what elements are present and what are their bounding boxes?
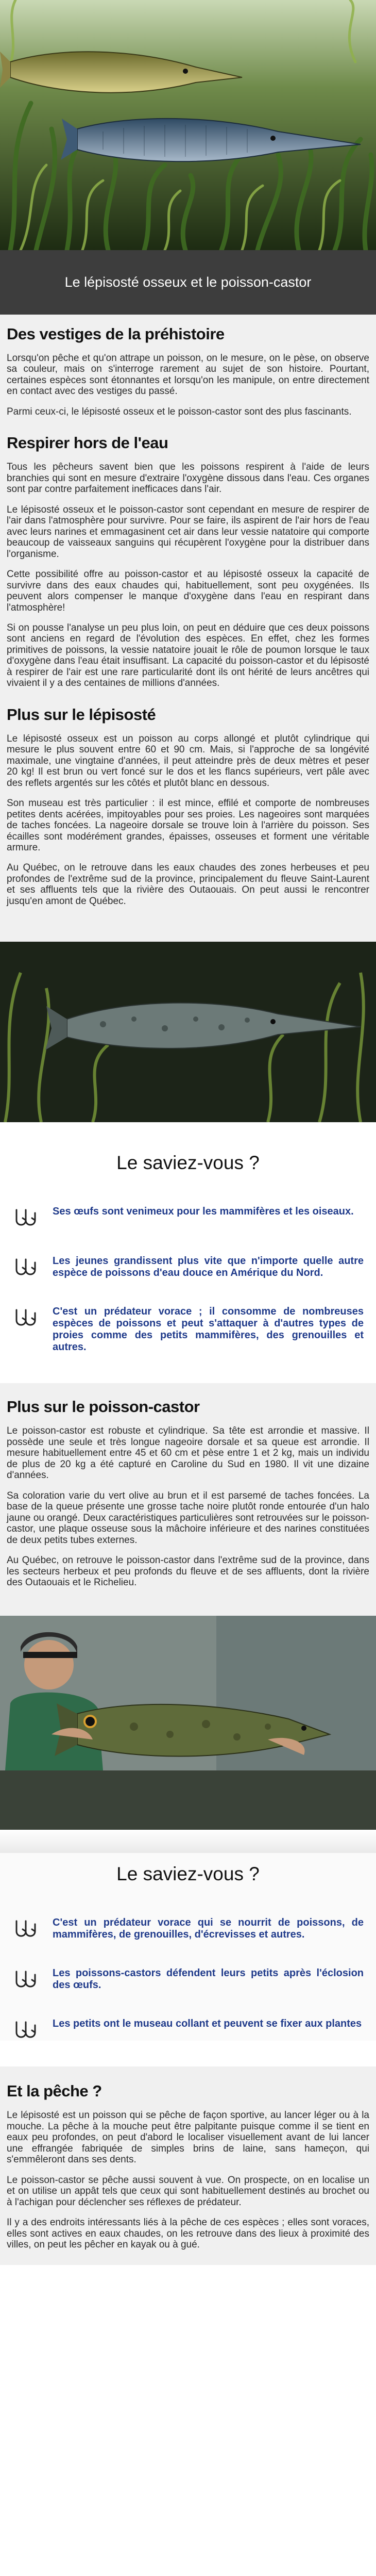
fact-item xyxy=(12,1967,364,1991)
fish-hook-icon xyxy=(12,1970,39,1990)
section-heading: Plus sur le lépisosté xyxy=(7,705,156,724)
fact-text: Les petits ont le museau collant et peuvent se fixer aux plantes xyxy=(53,2018,362,2030)
paragraph: Lorsqu'on pêche et qu'on attrape un poisson, on le mesure, on le pèse, on observe sa couleur, mais on s'interroge rarement au sujet de son histoire. Pourtant, certaines espèces sont étonnantes et lorsqu'on les manipule, on entre directement en contact avec des vestiges du passé. xyxy=(7,353,369,397)
paragraph: Cette possibilité offre au poisson-castor et au lépisosté osseux la capacité de survivre dans des eaux chaudes qui, habituellement, sont peu oxygénées. Ils peuvent alors compenser le manque d'oxygène dans l'eau en respirant dans l'atmosphère! xyxy=(7,569,369,613)
facts-heading: Le saviez-vous ? xyxy=(116,1152,260,1174)
fact-text: C'est un prédateur vorace ; il consomme de nombreuses espèces de poissons et peut s'attaquer à d'autres types de proies comme des petits mammifères, des grenouilles et autres. xyxy=(53,1306,364,1353)
fish-hook-icon xyxy=(12,2020,39,2041)
paragraph: Le poisson-castor se pêche aussi souvent à vue. On prospecte, on en localise un et on utilise un appât tels que ceux qui sont habituellement destinés au brochet ou à l'achigan pour déclencher ses réflexes de prédateur. xyxy=(7,2174,369,2208)
peche-block xyxy=(0,2066,376,2265)
section-heading: Plus sur le poisson-castor xyxy=(7,1398,200,1416)
fact-item xyxy=(12,1206,364,1228)
fact-text: Les jeunes grandissent plus vite que n'importe quelle autre espèce de poissons d'eau douce en Amérique du Nord. xyxy=(53,1255,364,1279)
fish-hook-icon xyxy=(12,1308,39,1328)
paragraph: Le poisson-castor est robuste et cylindrique. Sa tête est arrondie et massive. Il possède une seule et très longue nageoire dorsale et sa queue est arrondie. Il mesure habituellement entre 45 et 60 cm et pèse entre 1 et 2 kg, mais un individu de plus de 20 kg a été capturé en Caroline du Sud en 1980. Il vit une dizaine d'années. xyxy=(7,1425,369,1481)
section-divider xyxy=(0,1830,376,1853)
castor-block xyxy=(0,1383,376,1616)
paragraph: Au Québec, on le retrouve dans les eaux chaudes des zones herbeuses et peu profondes de l'extrême sud de la province, principalement du fleuve Saint-Laurent et ses affluents tels que la rivière des Outaouais. On peut aussi le rencontrer jusqu'en amont de Québec. xyxy=(7,862,369,907)
paragraph: Son museau est très particulier : il est mince, effilé et comporte de nombreuses petites dents acérées, impitoyables pour ses proies. Les nageoires sont marquées de taches foncées. La nageoire dorsale se trouve loin à l'arrière du poisson. Ses écailles sont modérément grandes, épaisses, osseuses et forment une véritable armure. xyxy=(7,798,369,853)
section-vestiges xyxy=(0,315,376,432)
page-title: Le lépisosté osseux et le poisson-castor xyxy=(64,274,312,290)
section-castor xyxy=(0,1383,376,1616)
fact-item xyxy=(12,1306,364,1353)
paragraph: Le lépisosté est un poisson qui se pêche de façon sportive, au lancer léger ou à la mouche. La pêche à la mouche peut être palpitante puisque comme il se tient en eaux peu profondes, on peut d'abord le localiser visuellement avant de lui lancer une effrangée fabriquée de simples brins de laine, sans hameçon, qui s'emmêleront dans ses dents. xyxy=(7,2110,369,2165)
hero-illustration xyxy=(0,0,376,250)
facts-heading: Le saviez-vous ? xyxy=(116,1863,260,1885)
title-bar xyxy=(0,250,376,315)
facts-block-gar xyxy=(0,1122,376,1353)
paragraph: Tous les pêcheurs savent bien que les poissons respirent à l'aide de leurs branchies qui sont en mesure d'extraire l'oxygène dissous dans l'eau. Ces organes sont par contre parfaitement inefficaces dans l'air. xyxy=(7,462,369,495)
facts-block-castor xyxy=(0,1853,376,2041)
intro-block xyxy=(0,315,376,942)
section-heading: Et la pêche ? xyxy=(7,2082,102,2101)
gar-fish-illustration xyxy=(0,0,376,250)
paragraph: Sa coloration varie du vert olive au brun et il est parsemé de taches foncées. La base de la queue présente une grosse tache noire plutôt ronde entourée d'un halo jaune ou orangé. Deux caractéristiques particulières sont retrouvées sur le poisson-castor, une plaque osseuse sous la mâchoire inférieure et des narines constituées de deux petits tubes externes. xyxy=(7,1490,369,1546)
section-peche xyxy=(0,2066,376,2265)
fish-hook-icon xyxy=(12,1919,39,1940)
paragraph: Le lépisosté osseux est un poisson au corps allongé et plutôt cylindrique qui mesure le plus souvent entre 60 et 90 cm. Mais, si l'approche de sa longévité maximale, une vingtaine d'années, il peut atteindre près de deux mètres et peser 20 kg! Il est brun ou vert foncé sur le dos et les flancs supérieurs, vert pâle avec des reflets argentés sur les côtés et plutôt blanc en dessous. xyxy=(7,733,369,789)
paragraph: Le lépisosté osseux et le poisson-castor sont cependant en mesure de respirer de l'air dans l'atmosphère pour survivre. Pour se faire, ils aspirent de l'air hors de l'eau avec leurs narines et emmagasinent cet air dans leur vessie natatoire qui comporte beaucoup de vaisseaux sanguins qui récupèrent l'oxygène pour la distribuer dans l'organisme. xyxy=(7,504,369,560)
section-respirer xyxy=(0,432,376,703)
bowfin-photo xyxy=(0,1616,376,1830)
fact-item xyxy=(12,1917,364,1941)
fact-item xyxy=(12,1255,364,1279)
section-heading: Respirer hors de l'eau xyxy=(7,434,168,452)
section-heading: Des vestiges de la préhistoire xyxy=(7,325,225,343)
paragraph: Si on pousse l'analyse un peu plus loin, on peut en déduire que ces deux poissons sont anciens en regard de l'évolution des espèces. En effet, chez les formes primitives de poissons, la vessie natatoire jouait le rôle de poumon lorsque le taux d'oxygène dans l'eau était insuffisant. La capacité du poisson-castor et du lépisosté à respirer de l'air est une rare particularité dont ils ont hérité de leurs ancêtres qui vivaient il y a des centaines de millions d'années. xyxy=(7,622,369,689)
fact-text: Ses œufs sont venimeux pour les mammifères et les oiseaux. xyxy=(53,1206,354,1218)
paragraph: Il y a des endroits intéressants liés à la pêche de ces espèces ; elles sont voraces, elles sont actives en eaux chaudes, on les retrouve dans des lieux à proximité des villes, on peut les pêcher en kayak ou à gué. xyxy=(7,2217,369,2251)
fact-text: Les poissons-castors défendent leurs petits après l'éclosion des œufs. xyxy=(53,1967,364,1991)
fact-item xyxy=(12,2018,364,2041)
paragraph: Au Québec, on retrouve le poisson-castor dans l'extrême sud de la province, dans les secteurs herbeux et peu profonds du fleuve et de ses affluents, dont la rivière des Outaouais et le Richelieu. xyxy=(7,1555,369,1588)
fact-text: C'est un prédateur vorace qui se nourrit de poissons, de mammifères, de grenouilles, d'écrevisses et autres. xyxy=(53,1917,364,1941)
section-lepisoste xyxy=(0,703,376,942)
fish-hook-icon xyxy=(12,1257,39,1278)
fish-hook-icon xyxy=(12,1208,39,1228)
paragraph: Parmi ceux-ci, le lépisosté osseux et le poisson-castor sont des plus fascinants. xyxy=(7,406,352,417)
gar-photo xyxy=(0,942,376,1122)
